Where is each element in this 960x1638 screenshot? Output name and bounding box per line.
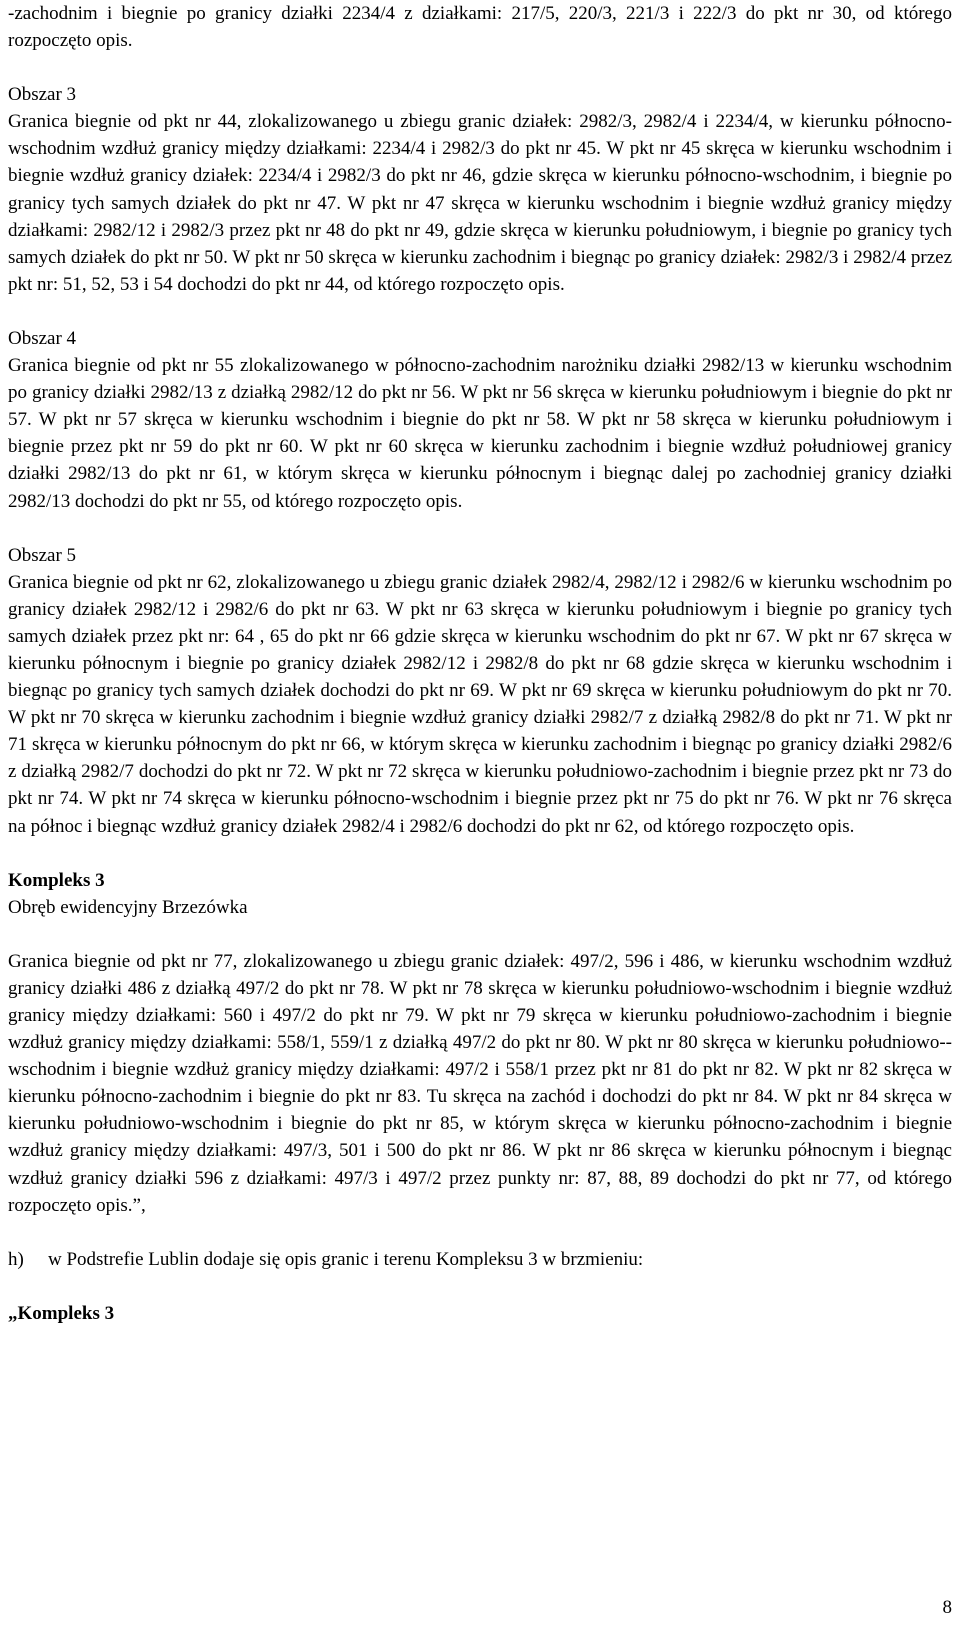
spacer bbox=[8, 515, 952, 542]
kompleks-3-subtitle: Obręb ewidencyjny Brzezówka bbox=[8, 896, 248, 918]
spacer bbox=[8, 921, 952, 948]
list-item-h bbox=[8, 1246, 952, 1273]
spacer bbox=[8, 1219, 952, 1246]
obszar-4-heading: Obszar 4 bbox=[8, 327, 77, 349]
page-number: 8 bbox=[942, 1597, 952, 1618]
spacer bbox=[8, 54, 952, 81]
obszar-3-heading: Obszar 3 bbox=[8, 84, 77, 106]
list-item-text: w Podstrefie Lublin dodaje się opis granic i terenu Kompleksu 3 w brzmieniu: bbox=[48, 1248, 644, 1270]
continuation-paragraph: -zachodnim i biegnie po granicy działki 2234/4 z działkami: 217/5, 220/3, 221/3 i 222/3 do pkt nr 30, od którego rozpoczęto opis. bbox=[8, 3, 952, 52]
obszar-3-paragraph: Granica biegnie od pkt nr 44, zlokalizowanego u zbiegu granic działek: 2982/3, 2982/4 i 2234/4, w kierunku północno-wschodnim wzdłuż granicy między działkami: 2234/4 i 2982/3 do pkt nr 45. W pkt nr 45 skręca w kierunku wschodnim i biegnie wzdłuż granicy działek: 2234/4 i 2982/3 do pkt nr 46, gdzie skręca w kierunku północno-wschodnim, i biegnie po granicy tych samych działek do pkt nr 47. W pkt nr 47 skręca w kierunku wschodnim i biegnie wzdłuż granicy między działkami: 2982/12 i 2982/3 przez pkt nr 48 do pkt nr 49, gdzie skręca w kierunku południowym, i biegnie po granicy tych samych działek do pkt nr 50. W pkt nr 50 skręca w kierunku zachodnim i biegnąc po granicy działek: 2982/3 i 2982/4 przez pkt nr: 51, 52, 53 i 54 dochodzi do pkt nr 44, od którego rozpoczęto opis. bbox=[8, 111, 952, 295]
spacer bbox=[8, 298, 952, 325]
obszar-5-heading: Obszar 5 bbox=[8, 544, 77, 566]
final-kompleks-3-heading: „Kompleks 3 bbox=[8, 1302, 115, 1324]
kompleks-3-heading: Kompleks 3 bbox=[8, 869, 105, 891]
spacer bbox=[8, 1273, 952, 1300]
kompleks-3-paragraph: Granica biegnie od pkt nr 77, zlokalizowanego u zbiegu granic działek: 497/2, 596 i 486, w kierunku wschodnim wzdłuż granicy działki 486 z działką 497/2 do pkt nr 78. W pkt nr 78 skręca w kierunku południowo-wschodnim i biegnie wzdłuż granicy między działkami: 560 i 497/2 do pkt nr 79. W pkt nr 79 skręca w kierunku południowo-zachodnim i biegnie wzdłuż granicy między działkami: 558/1, 559/1 z działką 497/2 do pkt nr 80. W pkt nr 80 skręca w kierunku południowo--wschodnim i biegnie wzdłuż granicy między działkami: 497/2 i 558/1 przez pkt nr 81 do pkt nr 82. W pkt nr 82 skręca w kierunku północno-zachodnim i biegnie do pkt nr 83. Tu skręca na zachód i dochodzi do pkt nr 84. W pkt nr 84 skręca w kierunku południowo-wschodnim i biegnie do pkt nr 85, w którym skręca w kierunku północno-zachodnim i biegnie wzdłuż granicy między działkami: 497/3, 501 i 500 do pkt nr 86. W pkt nr 86 skręca w kierunku północnym i biegnąc wzdłuż granicy działki 596 z działkami: 497/3 i 497/2 przez punkty nr: 87, 88, 89 dochodzi do pkt nr 77, od którego rozpoczęto opis.”, bbox=[8, 950, 952, 1216]
spacer bbox=[8, 840, 952, 867]
obszar-5-paragraph: Granica biegnie od pkt nr 62, zlokalizowanego u zbiegu granic działek 2982/4, 2982/12 i 2982/6 w kierunku wschodnim po granicy działek 2982/12 i 2982/6 do pkt nr 63. W pkt nr 63 skręca w kierunku południowym i biegnie po granicy tych samych działek przez pkt nr: 64 , 65 do pkt nr 66 gdzie skręca w kierunku wschodnim do pkt nr 67. W pkt nr 67 skręca w kierunku północnym i biegnie po granicy działek 2982/12 i 2982/8 do pkt nr 68 gdzie skręca w kierunku wschodnim i biegnąc po granicy tych samych działek dochodzi do pkt nr 69. W pkt nr 69 skręca w kierunku południowym do pkt nr 70. W pkt nr 70 skręca w kierunku zachodnim i biegnie wzdłuż granicy działki 2982/7 z działką 2982/8 do pkt nr 71. W pkt nr 71 skręca w kierunku północnym do pkt nr 66, w którym skręca w kierunku zachodnim i biegnąc po granicy działki 2982/6 z działką 2982/7 dochodzi do pkt nr 72. W pkt nr 72 skręca w kierunku południowo-zachodnim i biegnie przez pkt nr 73 do pkt nr 74. W pkt nr 74 skręca w kierunku północno-wschodnim i biegnie przez pkt nr 75 do pkt nr 76. W pkt nr 76 skręca na północ i biegnąc wzdłuż granicy działek 2982/4 i 2982/6 dochodzi do pkt nr 62, od którego rozpoczęto opis. bbox=[8, 571, 952, 837]
list-item-marker: h) bbox=[8, 1248, 24, 1270]
obszar-4-paragraph: Granica biegnie od pkt nr 55 zlokalizowanego w północno-zachodnim narożniku działki 2982/13 w kierunku wschodnim po granicy działki 2982/13 z działką 2982/12 do pkt nr 56. W pkt nr 56 skręca w kierunku południowym i biegnie do pkt nr 57. W pkt nr 57 skręca w kierunku wschodnim i biegnie do pkt nr 58. W pkt nr 58 skręca w kierunku południowym i biegnie przez pkt nr 59 do pkt nr 60. W pkt nr 60 skręca w kierunku zachodnim i biegnie wzdłuż południowej granicy działki 2982/13 do pkt nr 61, w którym skręca w kierunku północnym i biegnąc dalej po zachodniej granicy działki 2982/13 dochodzi do pkt nr 55, od którego rozpoczęto opis. bbox=[8, 355, 952, 512]
